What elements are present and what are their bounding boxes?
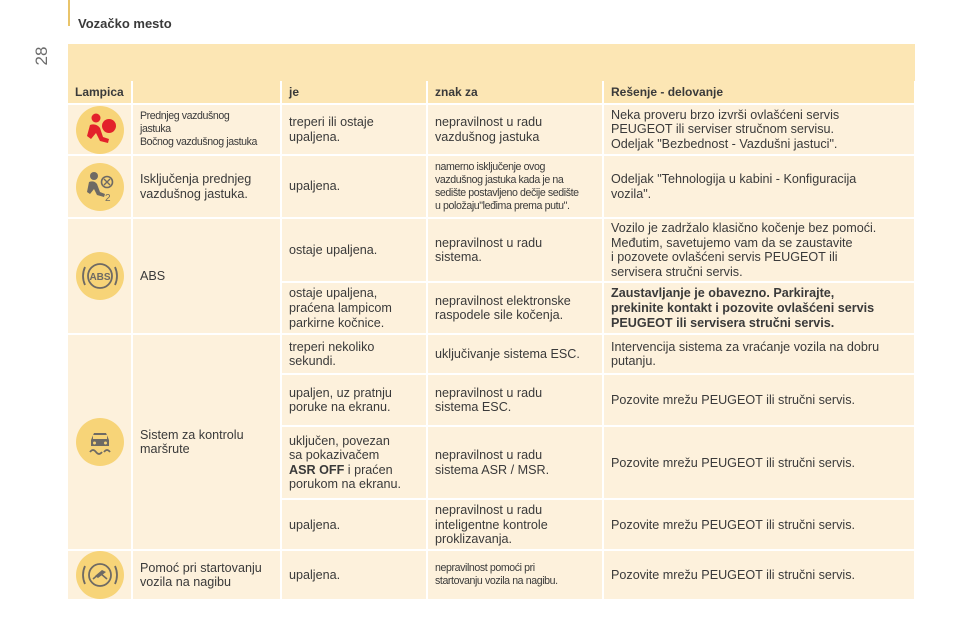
text-line: vazdušnog jastuka kada je na [435,173,564,186]
text-line: sekundi. [289,354,336,369]
lamp-name [132,104,281,155]
lamp-meaning [427,104,603,155]
lamp-state [281,282,427,334]
text-line: vazdušnog jastuka. [140,186,248,201]
lamp-cell [68,104,132,155]
text-line: jastuka [140,123,171,135]
lamp-state [281,104,427,155]
lamp-cell [68,155,132,218]
text-line: proklizavanja. [435,532,513,547]
lamp-name [132,155,281,218]
header-znak-za: znak za [427,81,603,104]
text-line: ABS [140,268,166,283]
text-line: sistema. [435,250,482,265]
text-line: nepravilnost pomoći pri [435,562,535,575]
text-line: nepravilnost elektronske [435,293,571,308]
lamp-state [281,550,427,600]
table-top-band [68,44,915,81]
text-line: uključen, povezan [289,433,390,448]
lamp-meaning [427,334,603,374]
header-resenje: Rešenje - delovanje [603,81,915,104]
text-line: namerno isključenje ovog [435,160,545,173]
text-line: upaljena. [289,129,341,144]
lamp-state [281,499,427,550]
lamp-state [281,426,427,499]
lamp-action [603,499,915,550]
esc-skid-icon [76,418,124,466]
text-line: Pozovite mrežu PEUGEOT ili stručni servis. [611,568,856,583]
table-row [68,334,915,374]
text-line: Pozovite mrežu PEUGEOT ili stručni servis. [611,455,856,470]
text-line: praćena lampicom [289,301,392,316]
text-line: nepravilnost u radu [435,502,543,517]
text-line: i pozovete ovlašćeni servis PEUGEOT ili [611,250,838,265]
lamp-meaning [427,550,603,600]
text-line: Vozilo je zadržalo klasično kočenje bez pomoći. [611,221,877,235]
lamp-name [132,334,281,550]
text-line: parkirne kočnice. [289,315,385,330]
text-line: Međutim, savetujemo vam da se zaustavite [611,235,853,250]
text-line: upaljena. [289,179,341,194]
text-line: upaljena. [289,517,341,532]
header-name [132,81,281,104]
section-marker-bar [68,0,70,26]
section-title: Vozačko mesto [78,16,172,31]
text-line: treperi ili ostaje [289,114,374,129]
text-line: Odeljak "Bezbednost - Vazdušni jastuci". [611,136,838,151]
text-line: sistema ASR / MSR. [435,462,550,477]
table-row [68,104,915,155]
lamp-action [603,104,915,155]
text-fragment: i praćen [344,462,393,477]
text-line: PEUGEOT ili servisera stručni servis. [611,315,835,330]
lamp-state [281,334,427,374]
text-line: raspodele sile kočenja. [435,308,564,323]
airbag-warning-icon [76,106,124,154]
passenger-airbag-off-icon [76,163,124,211]
text-line: nepravilnost u radu [435,385,543,400]
text-line: vazdušnog jastuka [435,129,540,144]
text-line: Neka proveru brzo izvrši ovlašćeni servis [611,107,840,122]
lamp-meaning [427,374,603,426]
lamp-cell [68,218,132,334]
table-row [68,155,915,218]
lamp-action [603,426,915,499]
text-line: poruke na ekranu. [289,400,391,415]
lamp-meaning [427,155,603,218]
lamp-state [281,218,427,282]
warning-lamps-table [68,44,915,601]
text-line: Prednjeg vazdušnog [140,110,230,122]
text-line: prekinite kontakt i pozovite ovlašćeni servis [611,301,875,316]
text-line: sistema ESC. [435,400,512,415]
lamp-meaning [427,426,603,499]
text-line: Intervencija sistema za vraćanje vozila na dobru [611,339,880,354]
lamp-state [281,155,427,218]
text-line: sedište postavljeno dečije sedište [435,186,579,199]
text-line: upaljen, uz pratnju [289,385,392,400]
text-line: nepravilnost u radu [435,448,543,463]
text-line: upaljena. [289,568,341,583]
abs-warning-icon [76,252,124,300]
text-line: servisera stručni servis. [611,264,743,279]
text-line: Zaustavljanje je obavezno. Parkirajte, [611,286,835,301]
page-number: 28 [32,46,51,66]
lamp-action [603,334,915,374]
lamp-meaning [427,499,603,550]
lamp-state [281,374,427,426]
hill-start-assist-icon [76,551,124,599]
lamp-cell [68,334,132,550]
text-line: sa pokazivačem [289,448,380,463]
header-je: je [281,81,427,104]
text-line: Pozovite mrežu PEUGEOT ili stručni servis. [611,517,856,532]
svg-text:2: 2 [104,192,111,204]
lamp-action [603,374,915,426]
lamp-meaning [427,218,603,282]
table-header-row [68,81,915,104]
text-line: porukom na ekranu. [289,477,402,492]
text-line: putanju. [611,354,656,369]
text-line [289,463,420,478]
text-line: treperi nekoliko [289,339,375,354]
text-line: u položaju"leđima prema putu". [435,199,570,212]
text-line: maršrute [140,442,190,457]
lamp-action [603,218,915,282]
text-line: PEUGEOT ili serviser stručnom servisu. [611,122,835,137]
text-line: nepravilnost u radu [435,235,543,250]
lamp-name [132,550,281,600]
text-line: Bočnog vazdušnog jastuka [140,136,258,148]
lamp-action [603,155,915,218]
text-line: Isključenja prednjeg [140,171,252,186]
svg-text:ABS: ABS [88,272,111,284]
text-line: Odeljak "Tehnologija u kabini - Konfiguracija [611,171,857,186]
lamp-meaning [427,282,603,334]
table-row [68,218,915,282]
text-line: Pomoć pri startovanju [140,560,262,575]
table-row [68,550,915,600]
lamp-action [603,550,915,600]
text-line: vozila". [611,186,652,201]
text-line: vozila na nagibu [140,575,232,590]
text-line: Pozovite mrežu PEUGEOT ili stručni servis. [611,393,856,408]
lamp-action [603,282,915,334]
text-line: ostaje upaljena, [289,286,378,301]
header-lampica: Lampica [68,81,132,104]
lamp-cell [68,550,132,600]
text-line: nepravilnost u radu [435,114,543,129]
text-line: Sistem za kontrolu [140,427,244,442]
text-line: uključivanje sistema ESC. [435,347,580,362]
asr-off-label: ASR OFF [289,462,345,477]
text-line: startovanju vozila na nagibu. [435,575,558,588]
text-line: ostaje upaljena. [289,242,378,257]
text-line: inteligentne kontrole [435,517,548,532]
lamp-name [132,218,281,334]
